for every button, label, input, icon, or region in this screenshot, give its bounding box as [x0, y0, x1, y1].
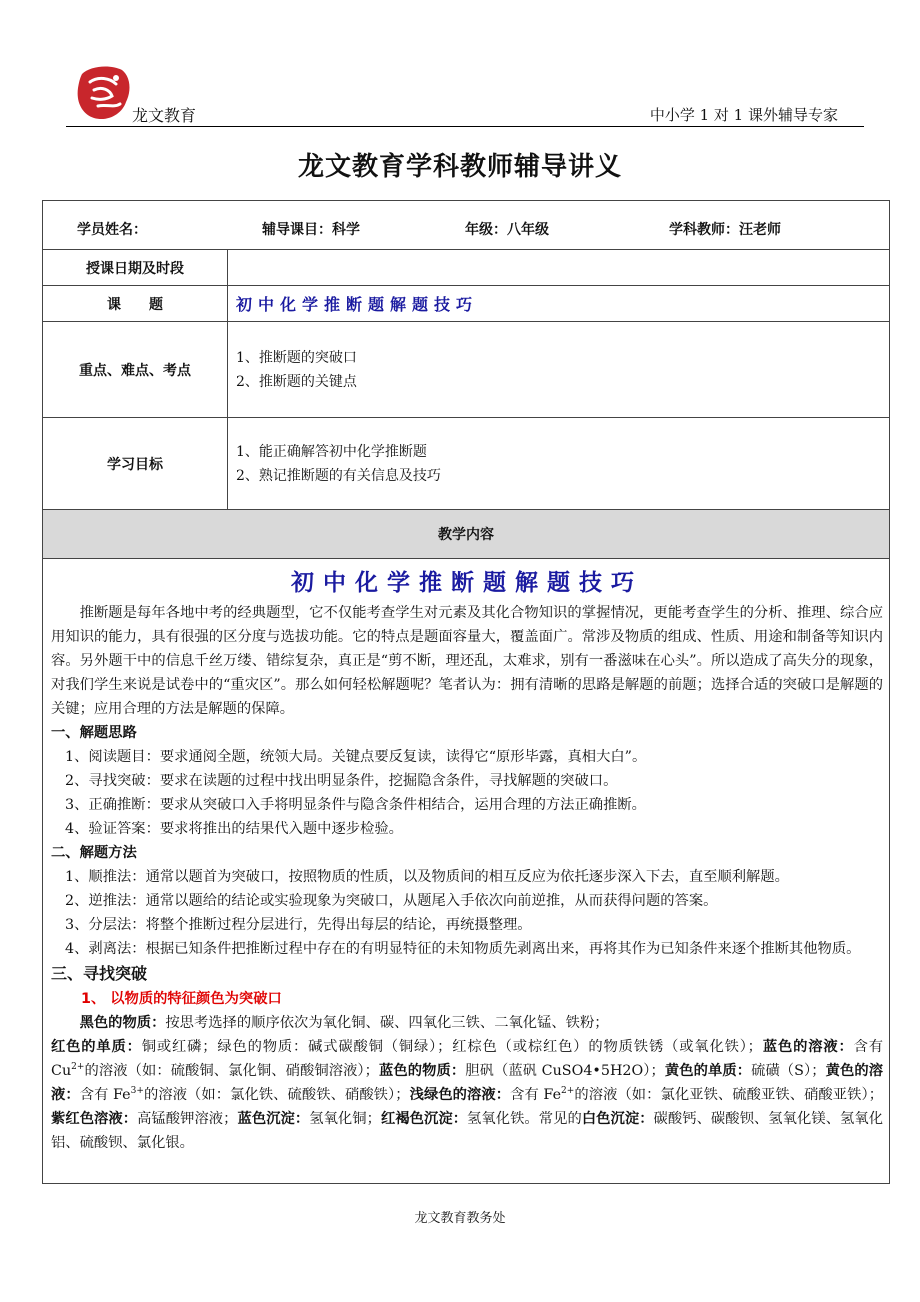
focus-list: [228, 322, 890, 418]
focus-item: 2、推断题的关键点: [236, 373, 357, 390]
list-item: 2、寻找突破：要求在读题的过程中找出明显条件，挖掘隐含条件，寻找解题的突破口。: [65, 773, 618, 789]
date-value: [228, 250, 890, 286]
goals-label: 学习目标: [43, 418, 228, 510]
lecture-table: [42, 200, 890, 1184]
brand-name: 龙文教育: [132, 106, 197, 125]
section-row: [43, 510, 890, 559]
goals-item: 2、熟记推断题的有关信息及技巧: [236, 467, 441, 484]
list-item: 3、分层法：将整个推断过程分层进行，先得出每层的结论，再统摄整理。: [65, 917, 532, 933]
list-item: 1、阅读题目：要求通阅全题，统领大局。关键点要反复读，读得它“原形毕露，真相大白”。: [65, 749, 647, 765]
section-header: 教学内容: [43, 510, 890, 559]
subject-field: 辅导课目：科学: [262, 222, 360, 238]
goals-item: 1、能正确解答初中化学推断题: [236, 443, 427, 460]
topic-label: 课 题: [43, 286, 228, 322]
goals-list: [228, 418, 890, 510]
list-item: 4、验证答案：要求将推出的结果代入题中逐步检验。: [65, 821, 403, 837]
focus-label: 重点、难点、考点: [43, 322, 228, 418]
focus-item: 1、推断题的突破口: [236, 349, 357, 366]
date-label: 授课日期及时段: [43, 250, 228, 286]
page-title: 龙文教育学科教师辅导讲义: [297, 152, 622, 182]
content-body: [43, 559, 890, 1184]
topic-row: [43, 286, 890, 322]
grade-field: 年级：八年级: [465, 222, 549, 238]
sub-heading: 1、 以物质的特征颜色为突破口: [81, 991, 282, 1007]
list-item: 4、剥离法：根据已知条件把推断过程中存在的有明显特征的未知物质先剥离出来，再将其作为已知条件来逐个推断其他物质。: [65, 941, 861, 957]
content-row: [43, 559, 890, 1184]
dragon-seal-icon: [76, 64, 132, 122]
list-item: 1、顺推法：通常以题首为突破口，按照物质的性质，以及物质间的相互反应为依托逐步深入下去，直至顺利解题。: [65, 869, 789, 885]
color-black-line: 黑色的物质：按思考选择的顺序依次为氧化铜、碳、四氧化三铁、二氧化锰、铁粉；: [79, 1015, 609, 1031]
list-item: 2、逆推法：通常以题给的结论或实验现象为突破口，从题尾入手依次向前逆推，从而获得问题的答案。: [65, 893, 718, 909]
color-paragraph: 红色的单质：铜或红磷；绿色的物质：碱式碳酸铜（铜绿）；红棕色（或棕红色）的物质铁锈（或氧化铁）；蓝色的溶液：含有 $Cu^{2+}$的溶液（如：硫酸铜、氯化铜、硝酸铜溶液）；蓝色的物质：胆矾（蓝矾 CuSO4•5H2O）；黄色的单质：硫磺（S）；黄色的溶液：含有 $Fe^{3+}$的溶液（如：氯化铁、硫酸铁、硝酸铁）；浅绿色的溶液：含有 $Fe^{2+}$的溶液（如：氯化亚铁、硫酸亚铁、硝酸亚铁）；紫红色溶液：高锰酸钾溶液；蓝色沉淀：氢氧化铜；红褐色沉淀：氢氧化铁。常见的白色沉淀：碳酸钙、碳酸钡、氢氧化镁、氢氧化铝、硫酸钡、氯化银。: [51, 1039, 884, 1151]
list-item: 3、正确推断：要求从突破口入手将明显条件与隐含条件相结合，运用合理的方法正确推断。: [65, 797, 646, 813]
topic-value: 初中化学推断题解题技巧: [228, 286, 890, 322]
section-heading: 一、解题思路: [51, 725, 137, 741]
section-heading: 三、寻找突破: [51, 964, 148, 983]
teacher-field: 学科教师：汪老师: [669, 222, 781, 238]
section-heading: 二、解题方法: [51, 845, 137, 861]
focus-row: [43, 322, 890, 418]
content-title: 初中化学推断题解题技巧: [291, 570, 643, 596]
info-row: [43, 201, 890, 250]
date-row: [43, 250, 890, 286]
goals-row: [43, 418, 890, 510]
header-rule: [66, 126, 864, 127]
intro-paragraph: 推断题是每年各地中考的经典题型，它不仅能考查学生对元素及其化合物知识的掌握情况，更能考查学生的分析、推理、综合应用知识的能力，具有很强的区分度与选拔功能。它的特点是题面容量大，覆盖面广。常涉及物质的组成、性质、用途和制备等知识内容。另外题干中的信息千丝万缕、错综复杂，真正是“剪不断，理还乱，太难求，别有一番滋味在心头”。所以造成了高失分的现象，对我们学生来说是试卷中的“重灾区”。那么如何轻松解题呢？笔者认为：拥有清晰的思路是解题的前题；选择合适的突破口是解题的关键；应用合理的方法是解题的保障。: [51, 605, 883, 717]
student-name-label: 学员姓名：: [77, 222, 147, 238]
page-footer: 龙文教育教务处: [414, 1211, 506, 1226]
tagline: 中小学 1 对 1 课外辅导专家: [649, 106, 838, 124]
